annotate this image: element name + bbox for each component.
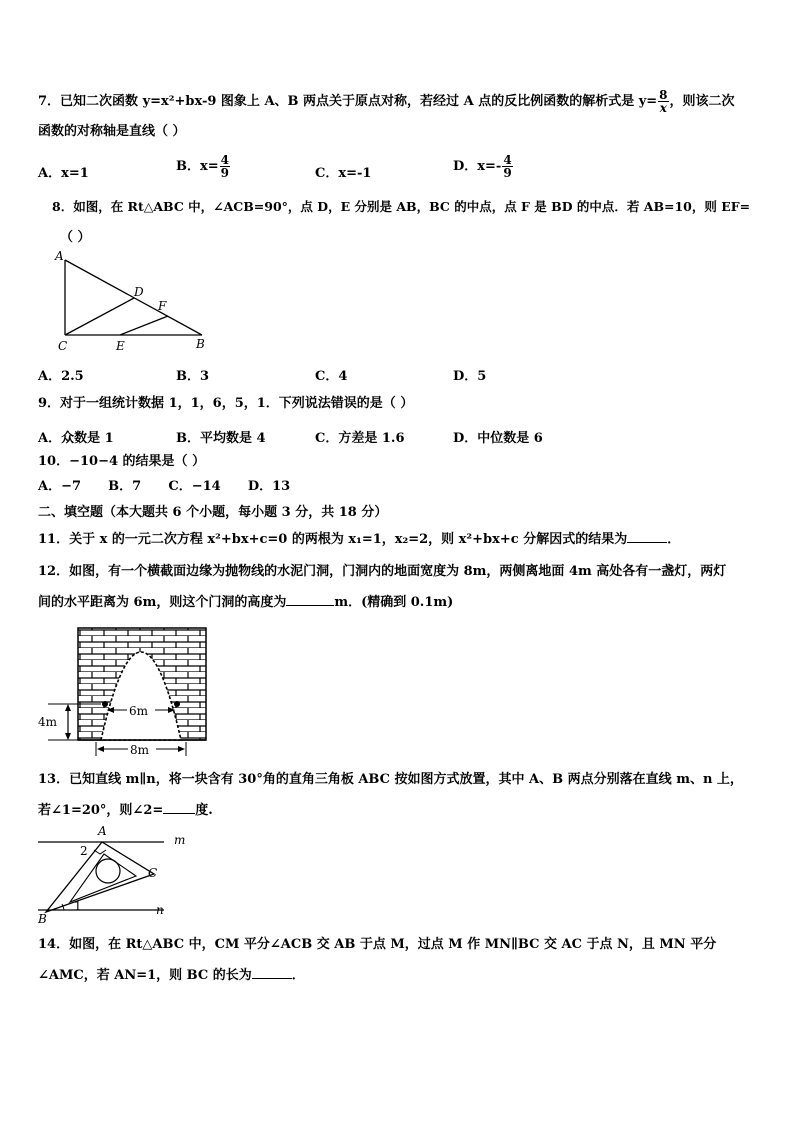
q7-fraction (658, 89, 668, 114)
q13-answer-blank[interactable] (163, 813, 195, 814)
q12-answer-blank[interactable] (286, 605, 334, 606)
q12-doorway-figure (38, 624, 210, 758)
q8-label-f: F (158, 299, 167, 313)
q8-label-b: B (196, 337, 205, 351)
q7-option-a: A．x=1 (38, 166, 89, 181)
q14-answer-blank[interactable] (252, 978, 292, 979)
q9-option-d: D．中位数是 6 (453, 431, 543, 446)
q13-line1: 13．已知直线 m∥n，将一块含有 30°角的直角三角板 ABC 按如图方式放置，其中 A、B 两点分别落在直线 m、n 上， (38, 772, 743, 787)
q13-label-b: B (38, 912, 47, 926)
q9-option-c: C．方差是 1.6 (315, 431, 405, 446)
q7-text-a: 7．已知二次函数 y=x²+bx-9 图象上 A、B 两点关于原点对称，若经过 A 点的反比例函数的解析式是 y= (38, 94, 658, 109)
q7-option-b-frac (220, 154, 230, 179)
q11-end: ． (667, 532, 681, 547)
q14-text-b: ． (291, 968, 305, 983)
q7-option-d-den: 9 (503, 166, 512, 180)
q12-lamp-left (102, 701, 108, 707)
q13-set-square-hole (96, 859, 120, 883)
q13-label-m: m (174, 833, 186, 847)
q8-segment-ef (120, 316, 168, 335)
q8-label-c: C (58, 339, 68, 353)
q7-option-b-num: 4 (220, 153, 229, 167)
q13-line2 (38, 803, 213, 819)
q7-option-d-num: 4 (503, 153, 512, 167)
q13-label-2: 2 (80, 844, 88, 858)
q7-option-d-frac (502, 154, 512, 179)
q8-option-b: B．3 (176, 369, 210, 384)
q14-line1: 14．如图，在 Rt△ABC 中，CM 平分∠ACB 交 AB 于点 M，过点 M 作 MN∥BC 交 AC 于点 N，且 MN 平分 (38, 937, 717, 952)
q8-label-a: A (55, 249, 64, 263)
q7-frac-num: 8 (659, 88, 668, 102)
q8-label-d: D (134, 285, 144, 299)
q11-line1 (38, 532, 680, 548)
q7-option-b (176, 154, 231, 179)
q8-option-a: A．2.5 (38, 369, 84, 384)
q13-label-a: A (98, 824, 107, 838)
q12-lamp-right (174, 701, 180, 707)
q14-line2 (38, 968, 305, 984)
q7-line2: 函数的对称轴是直线（ ） (38, 124, 186, 139)
q7-option-b-text: B．x= (176, 159, 219, 174)
q13-text-b: 度. (195, 803, 213, 818)
q8-triangle-figure (50, 248, 215, 354)
q9-line1: 9．对于一组统计数据 1，1，6，5，1．下列说法错误的是（ ） (38, 396, 414, 411)
q8-label-e: E (116, 339, 125, 353)
q7-frac-den: x (659, 101, 667, 115)
q13-text-a: 若∠1=20°，则∠2= (38, 803, 164, 818)
q12-text-a: 间的水平距离为 6m，则这个门洞的高度为 (38, 595, 287, 610)
q11-text: 11．关于 x 的一元二次方程 x²+bx+c=0 的两根为 x₁=1，x₂=2，则 x²+bx+c 分解因式的结果为 (38, 532, 628, 547)
q9-option-b: B．平均数是 4 (176, 431, 266, 446)
q12-line2 (38, 595, 453, 611)
q7-line1 (38, 89, 735, 114)
q12-label-6m: 6m (129, 704, 149, 718)
q8-line2: （ ） (60, 230, 91, 245)
q9-option-a: A．众数是 1 (38, 431, 114, 446)
q11-answer-blank[interactable] (627, 542, 667, 543)
q12-label-4m: 4m (38, 715, 58, 729)
section2-heading: 二、填空题（本大题共 6 个小题，每小题 3 分，共 18 分） (38, 505, 388, 520)
q10-line1: 10．−10−4 的结果是（ ） (38, 454, 206, 469)
q7-option-b-den: 9 (220, 166, 229, 180)
q13-set-square-inner (70, 854, 136, 902)
q14-text-a: ∠AMC，若 AN=1，则 BC 的长为 (38, 968, 252, 983)
q7-text-b: ，则该二次 (669, 94, 735, 109)
q12-text-b: m．(精确到 0.1m) (334, 595, 454, 610)
q8-option-d: D．5 (453, 369, 487, 384)
q7-option-d (453, 154, 514, 179)
q8-option-c: C．4 (315, 369, 348, 384)
q13-label-c: C (148, 866, 158, 880)
q8-segment-cd (65, 298, 134, 335)
q13-triangle-figure (34, 824, 194, 926)
q12-line1: 12．如图，有一个横截面边缘为抛物线的水泥门洞，门洞内的地面宽度为 8m，两侧离地面 4m 高处各有一盏灯，两灯 (38, 564, 727, 579)
q7-option-c: C．x=-1 (315, 166, 372, 181)
q13-label-n: n (156, 903, 164, 917)
q10-options: A．−7 B．7 C．−14 D．13 (38, 479, 291, 494)
q13-set-square-outer (46, 842, 154, 912)
q13-label-1: 1 (74, 899, 82, 913)
q7-option-d-text: D．x=- (453, 159, 502, 174)
q12-label-8m: 8m (130, 743, 150, 757)
q8-line1: 8．如图，在 Rt△ABC 中，∠ACB=90°，点 D，E 分别是 AB，BC 的中点，点 F 是 BD 的中点．若 AB=10，则 EF= (52, 199, 751, 214)
